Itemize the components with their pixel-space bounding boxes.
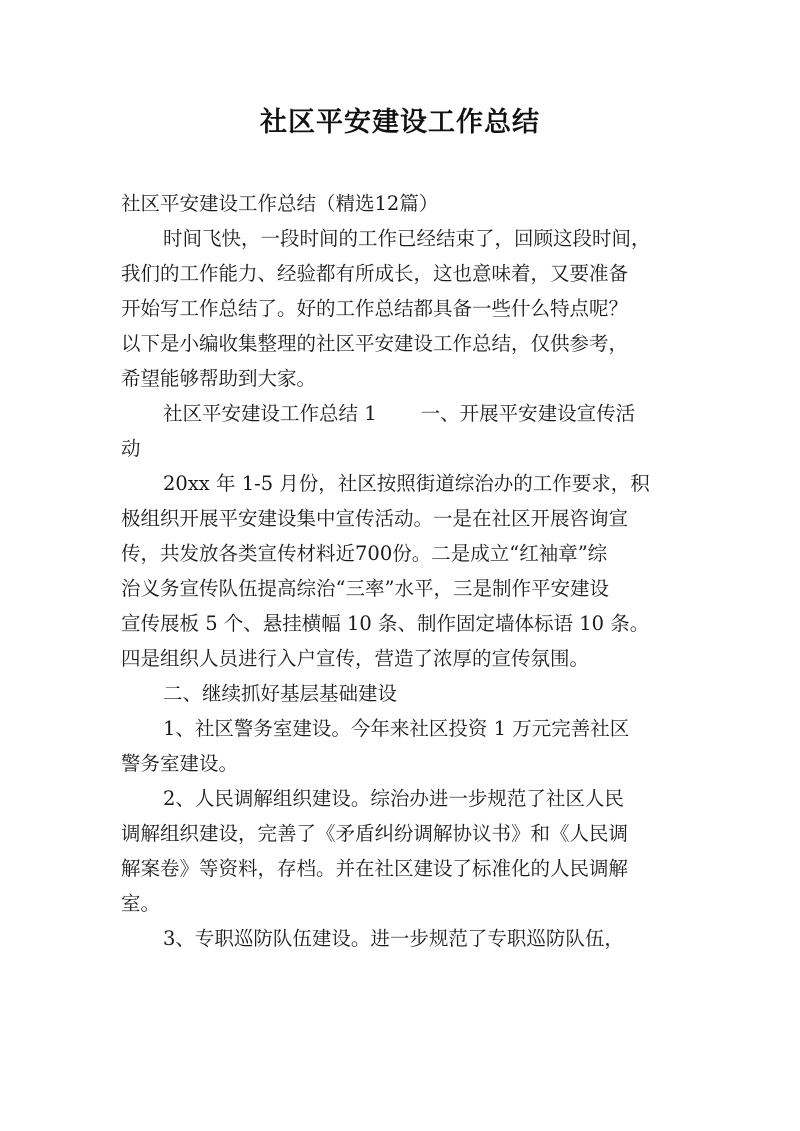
paragraph-line: 调解组织建设，完善了《矛盾纠纷调解协议书》和《人民调 (121, 822, 629, 845)
paragraph-line: 以下是小编收集整理的社区平安建设工作总结，仅供参考， (121, 332, 629, 355)
section-heading: 一、开展平安建设宣传活 (420, 402, 636, 425)
paragraph-line: 极组织开展平安建设集中宣传活动。一是在社区开展咨询宣 (121, 507, 629, 530)
paragraph-line: 3、专职巡防队伍建设。进一步规范了专职巡防队伍， (163, 927, 624, 950)
section-heading: 二、继续抓好基层基础建设 (163, 682, 398, 705)
subtitle-line: 社区平安建设工作总结（精选12篇） (121, 192, 439, 215)
paragraph-line: 我们的工作能力、经验都有所成长，这也意味着，又要准备 (121, 262, 629, 285)
paragraph-line: 宣传展板 5 个、悬挂横幅 10 条、制作固定墙体标语 10 条。 (121, 612, 650, 635)
paragraph-line: 时间飞快，一段时间的工作已经结束了，回顾这段时间， (163, 227, 651, 250)
paragraph-line: 解案卷》等资料，存档。并在社区建设了标准化的人民调解 (121, 857, 629, 880)
paragraph-line: 开始写工作总结了。好的工作总结都具备一些什么特点呢？ (121, 297, 629, 320)
paragraph-line: 室。 (121, 892, 161, 915)
section-label: 社区平安建设工作总结 1 (163, 402, 377, 425)
paragraph-line: 20xx 年 1-5 月份，社区按照街道综治办的工作要求，积 (163, 472, 650, 495)
paragraph-line: 动 (121, 437, 141, 460)
paragraph-line: 1、社区警务室建设。今年来社区投资 1 万元完善社区 (163, 717, 630, 740)
paragraph-line: 传，共发放各类宣传材料近700份。二是成立“红袖章”综 (121, 542, 608, 565)
paragraph-line: 四是组织人员进行入户宣传，营造了浓厚的宣传氛围。 (121, 647, 590, 670)
document-body (121, 186, 687, 956)
section-heading-line (121, 396, 687, 431)
paragraph-line: 希望能够帮助到大家。 (121, 367, 317, 390)
paragraph-line: 警务室建设。 (121, 752, 239, 775)
paragraph-line: 治义务宣传队伍提高综治“三率”水平，三是制作平安建设 (121, 577, 609, 600)
paragraph-line: 2、人民调解组织建设。综治办进一步规范了社区人民 (163, 787, 624, 810)
document-title: 社区平安建设工作总结 (260, 107, 540, 138)
